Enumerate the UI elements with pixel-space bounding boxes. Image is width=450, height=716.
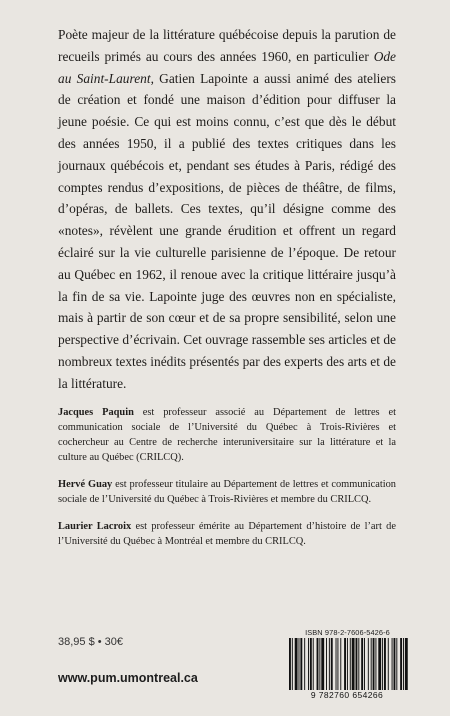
book-blurb bbox=[58, 24, 396, 395]
author-bios bbox=[58, 405, 396, 561]
author-bio bbox=[58, 519, 396, 549]
isbn-label: ISBN 978-2-7606-5426-6 bbox=[305, 628, 390, 637]
barcode-bar bbox=[344, 638, 346, 690]
barcode-bar bbox=[350, 638, 351, 690]
barcode-bar bbox=[394, 638, 396, 690]
publisher-website[interactable]: www.pum.umontreal.ca bbox=[58, 671, 198, 685]
barcode-bar bbox=[347, 638, 348, 690]
blurb-text: , Gatien Lapointe a aussi animé des ateliers de création et fondé une maison d’édition pour diffuser la jeune poésie. Ce qui est moins connu, c’est que dès le début des années 1950, il a publié des textes critiques dans les journaux québécois et, pendant ses études à Paris, rédigé des comptes rendus d’expositions, de pièces de théâtre, de films, d’opéras, de ballets. Ces textes, qu’il désigne comme des «notes», révèlent une grande érudition et offrent un regard éclairé sur la vie culturelle parisienne de l’époque. De retour au Québec en 1962, il renoue avec la critique littéraire jusqu’à la fin de sa vie. Lapointe juge des œuvres non en spécialiste, mais à partir de son cœur et de sa propre sensibilité, selon une perspective d’écrivain. Cet ouvrage rassemble ses articles et de nombreux textes inédits présentés par des experts des arts et de la littérature. bbox=[58, 70, 396, 391]
barcode-bar bbox=[373, 638, 375, 690]
barcode-bar bbox=[358, 638, 359, 690]
barcode-bar bbox=[368, 638, 369, 690]
author-bio bbox=[58, 477, 396, 507]
barcode-bar bbox=[299, 638, 300, 690]
barcode-bar bbox=[388, 638, 389, 690]
barcode-bar bbox=[289, 638, 291, 690]
barcode-bar bbox=[321, 638, 324, 690]
barcode-bar bbox=[300, 638, 302, 690]
author-bio-text: est professeur titulaire au Département de lettres et communication sociale de l’Université du Québec à Trois-Rivières et membre du CRILCQ. bbox=[58, 479, 396, 505]
barcode-bar bbox=[400, 638, 402, 690]
barcode-bar bbox=[317, 638, 319, 690]
barcode-bar bbox=[336, 638, 337, 690]
barcode-bar bbox=[352, 638, 355, 690]
author-bio-text: est professeur émérite au Département d’histoire de l’art de l’Université du Québec à Montréal et membre du CRILCQ. bbox=[58, 521, 396, 547]
barcode-bar bbox=[304, 638, 305, 690]
barcode-bar bbox=[403, 638, 404, 690]
barcode-bar bbox=[340, 638, 341, 690]
barcode-bar bbox=[329, 638, 330, 690]
barcode-bar bbox=[371, 638, 372, 690]
barcode-bar bbox=[313, 638, 314, 690]
barcode-bar bbox=[308, 638, 309, 690]
author-bio-text: est professeur associé au Département de lettres et communication sociale de l’Université du Québec à Trois-Rivières et cochercheur au Centre de recherche interuniversitaire sur la littérature et la culture au Québec (CRILCQ). bbox=[58, 407, 396, 463]
barcode-bar bbox=[361, 638, 363, 690]
barcode-bar bbox=[295, 638, 298, 690]
barcode-bar bbox=[319, 638, 320, 690]
barcode-bar bbox=[375, 638, 376, 690]
author-name: Laurier Lacroix bbox=[58, 521, 132, 532]
author-name: Jacques Paquin bbox=[58, 407, 134, 418]
barcode-icon bbox=[286, 638, 408, 690]
author-bio bbox=[58, 405, 396, 465]
barcode-bar bbox=[405, 638, 408, 690]
barcode-bar bbox=[384, 638, 386, 690]
price: 38,95 $ • 30€ bbox=[58, 636, 124, 648]
barcode-digits: 9 782760 654266 bbox=[310, 690, 384, 700]
barcode-bar bbox=[326, 638, 327, 690]
barcode-bar bbox=[382, 638, 383, 690]
blurb-text: Poète majeur de la littérature québécoise depuis la parution de recueils primés au cours des années 1960, en particulier bbox=[58, 27, 396, 64]
barcode-bar bbox=[292, 638, 293, 690]
barcode-bar bbox=[310, 638, 312, 690]
barcode-bar bbox=[356, 638, 358, 690]
barcode-bar bbox=[378, 638, 381, 690]
barcode-bar bbox=[337, 638, 338, 690]
book-title-italic: Ode au Saint-Laurent bbox=[58, 48, 396, 86]
barcode-bar bbox=[396, 638, 397, 690]
barcode-bar bbox=[392, 638, 393, 690]
barcode-bar bbox=[364, 638, 365, 690]
author-name: Hervé Guay bbox=[58, 479, 113, 490]
barcode-bar bbox=[331, 638, 333, 690]
